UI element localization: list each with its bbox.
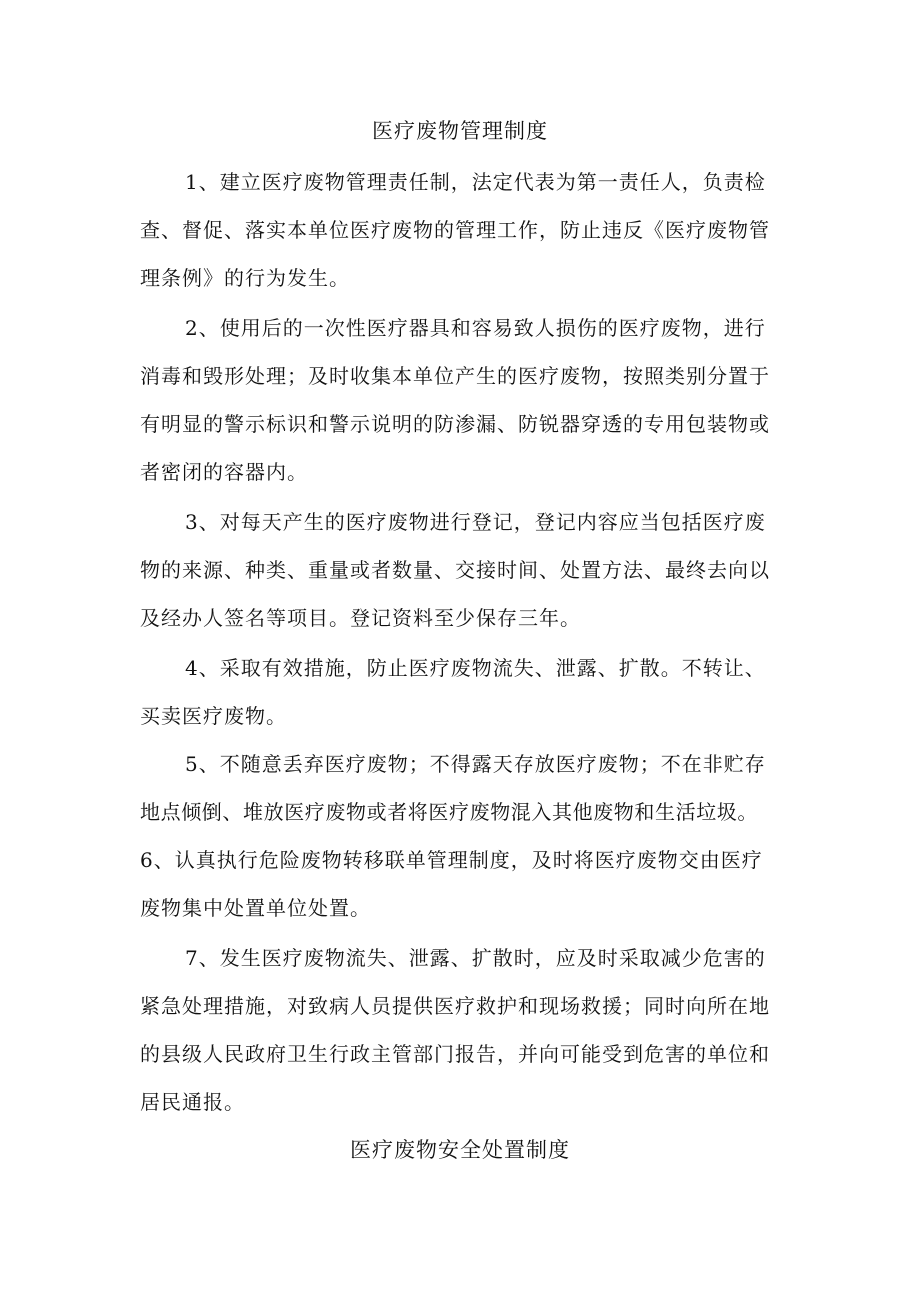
- paragraph-3-line-2: 物的来源、种类、重量或者数量、交接时间、处置方法、最终去向以: [140, 558, 770, 582]
- paragraph-7-line-4: 居民通报。: [140, 1090, 245, 1114]
- paragraph-5-line-1: 5、不随意丢弃医疗废物；不得露天存放医疗废物；不在非贮存: [185, 752, 766, 776]
- document-title: 医疗废物管理制度: [372, 119, 548, 143]
- paragraph-7-line-1: 7、发生医疗废物流失、泄露、扩散时，应及时采取减少危害的: [185, 946, 766, 970]
- paragraph-2-line-2: 消毒和毁形处理；及时收集本单位产生的医疗废物，按照类别分置于: [140, 364, 770, 388]
- paragraph-2-line-1: 2、使用后的一次性医疗器具和容易致人损伤的医疗废物，进行: [185, 316, 766, 340]
- paragraph-6-line-2: 废物集中处置单位处置。: [140, 896, 371, 920]
- section-title-2: 医疗废物安全处置制度: [350, 1138, 570, 1162]
- paragraph-1-line-3: 理条例》的行为发生。: [140, 266, 350, 290]
- paragraph-1-line-1: 1、建立医疗废物管理责任制，法定代表为第一责任人，负责检: [185, 170, 766, 194]
- paragraph-4-line-2: 买卖医疗废物。: [140, 704, 287, 728]
- paragraph-4-line-1: 4、采取有效措施，防止医疗废物流失、泄露、扩散。不转让、: [185, 656, 766, 680]
- paragraph-2-line-3: 有明显的警示标识和警示说明的防渗漏、防锐器穿透的专用包装物或: [140, 412, 770, 436]
- paragraph-5-line-2: 地点倾倒、堆放医疗废物或者将医疗废物混入其他废物和生活垃圾。: [140, 800, 758, 824]
- paragraph-7-line-3: 的县级人民政府卫生行政主管部门报告，并向可能受到危害的单位和: [140, 1042, 770, 1066]
- paragraph-2-line-4: 者密闭的容器内。: [140, 460, 308, 484]
- paragraph-3-line-1: 3、对每天产生的医疗废物进行登记，登记内容应当包括医疗废: [185, 510, 766, 534]
- paragraph-7-line-2: 紧急处理措施，对致病人员提供医疗救护和现场救援；同时向所在地: [140, 994, 770, 1018]
- paragraph-6-line-1: 6、认真执行危险废物转移联单管理制度，及时将医疗废物交由医疗: [140, 848, 763, 872]
- paragraph-3-line-3: 及经办人签名等项目。登记资料至少保存三年。: [140, 606, 581, 630]
- paragraph-1-line-2: 查、督促、落实本单位医疗废物的管理工作，防止违反《医疗废物管: [140, 218, 770, 242]
